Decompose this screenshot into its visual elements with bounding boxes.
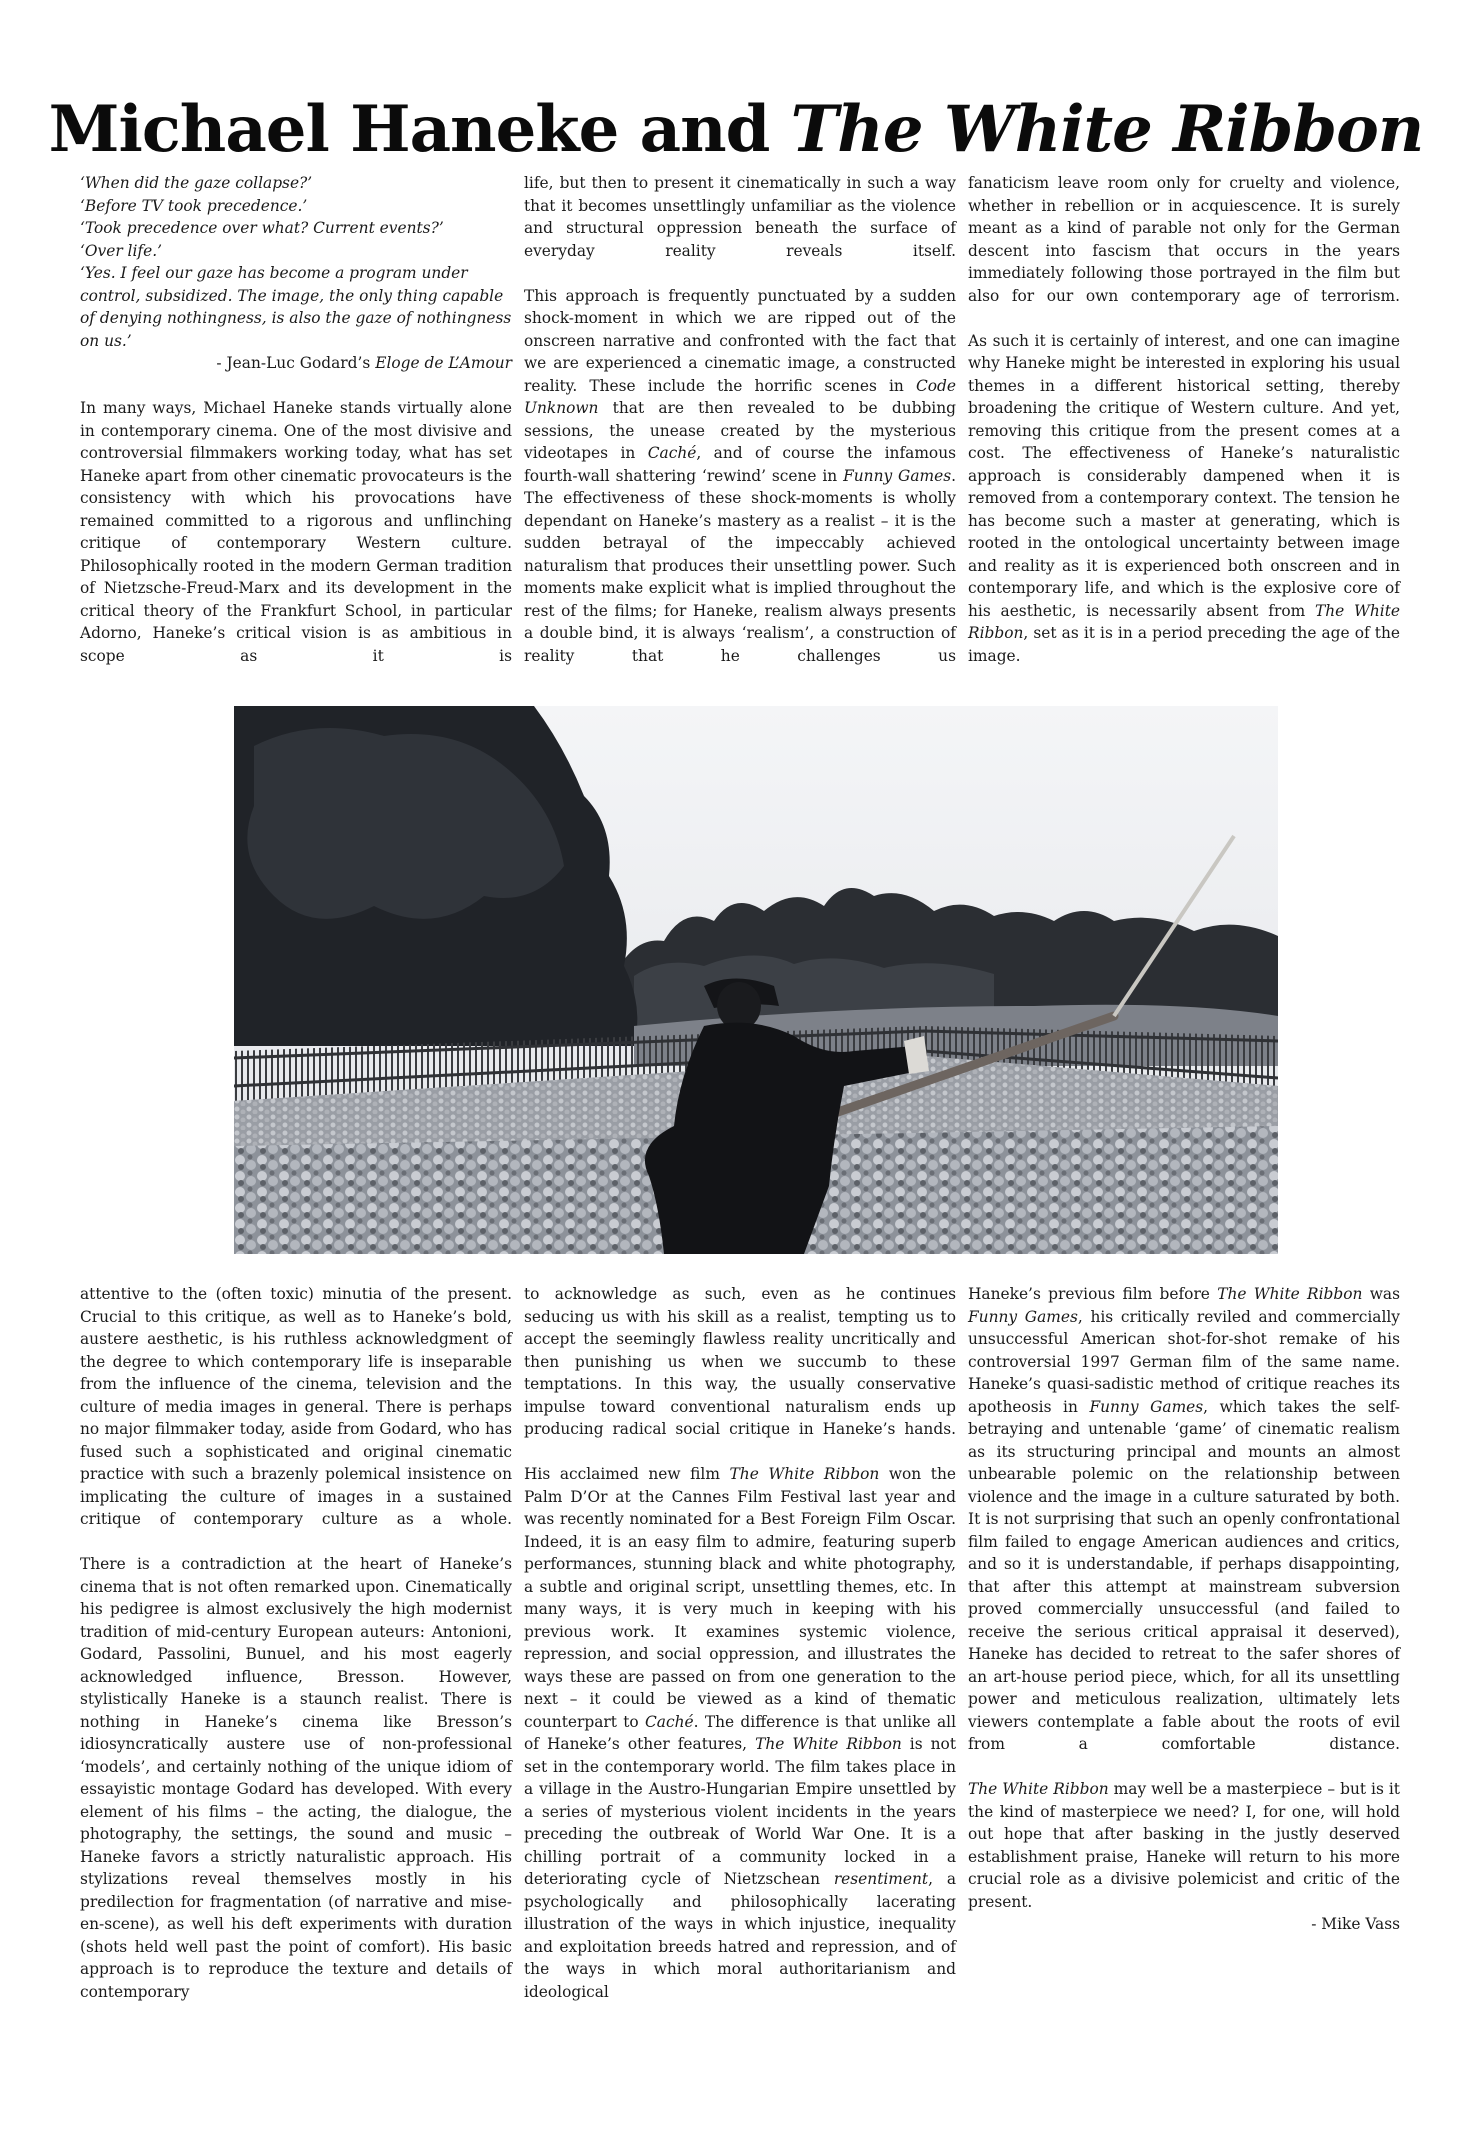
paragraph: attentive to the (often toxic) minutia of the present. Crucial to this critique, as well as to Haneke’s bold, austere aesthetic, is his ruthless acknowledgment of the degree to which contemporary life is inseparable from the influence of the cinema, television and the culture of media images in general. There is perhaps no major filmmaker today, aside from Godard, who has fused such a sophisticated and original cinematic practice with such a brazenly polemical insistence on implicating the culture of images in a sustained critique of contemporary culture as a whole. (80, 1285, 512, 1528)
epigraph-line: ‘Over life.’ (80, 241, 162, 260)
text-run: is not set in the contemporary world. The film takes place in a village in the Austro-Hungarian Empire unsettled by a series of mysterious violent incidents in the years preceding the outbreak of World War One. It is a chilling portrait of a community locked in a deteriorating cycle of Nietzschean (524, 1735, 956, 1888)
epigraph-line: ‘Yes. I feel our gaze has become a program under control, subsidized. The image, the only thing capable of denying nothingness, is also the gaze of nothingness on us.’ (80, 264, 512, 350)
title-plain: Michael Haneke and (48, 92, 791, 167)
epigraph-line: ‘Took precedence over what? Current events?’ (80, 219, 444, 237)
film-still-photo (234, 706, 1278, 1254)
epigraph (80, 172, 512, 352)
film-title: Code Unknown (524, 376, 956, 417)
text-run: , and of course the infamous fourth-wall shattering ‘rewind’ scene in (524, 444, 956, 485)
text-run: , set as it is in a period preceding the age of the image. (968, 624, 1400, 665)
italic-term: resentiment (833, 1870, 929, 1888)
text-run: . The difference is that unlike all of Haneke’s other features, (524, 1712, 956, 1753)
paragraph: life, but then to present it cinematically in such a way that it becomes unsettlingly unfamiliar as the violence and structural oppression beneath the surface of everyday reality reveals itself. (524, 174, 956, 260)
text-run: His acclaimed new film (524, 1465, 730, 1483)
paragraph (524, 285, 956, 668)
paragraph (968, 1283, 1400, 1756)
epigraph-line: ‘When did the gaze collapse?’ (80, 174, 313, 192)
film-still-illustration (234, 706, 1278, 1254)
author-signature: - Mike Vass (1311, 1915, 1400, 1933)
column-bottom-3 (968, 1283, 1400, 2043)
paragraph: to acknowledge as such, even as he continues seducing us with his skill as a realist, tempting us to accept the seemingly flawless reality uncritically and then punishing us when we succumb to these temptations. In this way, the usually conservative impulse toward conventional naturalism ends up producing radical social critique in Haneke’s hands. (524, 1285, 956, 1438)
column-top-3 (968, 172, 1400, 692)
column-top-2 (524, 172, 956, 692)
paragraph: In many ways, Michael Haneke stands virtually alone in contemporary cinema. One of the most divisive and controversial filmmakers working today, what has set Haneke apart from other cinematic provocateurs is the consistency with which his provocations have remained committed to a rigorous and unflinching critique of contemporary Western culture. Philosophically rooted in the modern German tradition of Nietzsche-Freud-Marx and its development in the critical theory of the Frankfurt School, in particular Adorno, Haneke’s critical vision is as ambitious in scope as it is (80, 399, 512, 665)
film-title: Caché (645, 1712, 694, 1731)
epigraph-line: ‘Before TV took precedence.’ (80, 196, 308, 215)
text-run: , a psychologically and philosophically lacerating illustration of the ways in which injustice, inequality and exploitation breeds hatred and repression, and of the ways in which moral authoritarianism and ideological (524, 1870, 956, 2001)
paragraph (968, 1778, 1400, 1913)
film-title: The White Ribbon (729, 1465, 880, 1483)
title-film-italic: The White Ribbon (790, 92, 1424, 167)
paragraph: There is a contradiction at the heart of Haneke’s cinema that is not often remarked upon. Cinematically his pedigree is almost exclusively the high modernist tradition of mid-century European auteurs: Antonioni, Godard, Passolini, Bunuel, and his most eagerly acknowledged influence, Bresson. However, stylistically Haneke is a staunch realist. There is nothing in Haneke’s cinema like Bresson’s idiosyncratically austere use of non-professional ‘models’, and certainly nothing of the unique idiom of essayistic montage Godard has developed. With every element of his films – the acting, the dialogue, the photography, the settings, the sound and music – Haneke favors a strictly naturalistic approach. His stylizations reveal themselves mostly in his predilection for fragmentation (of narrative and mise-en-scene), as well his deft experiments with duration (shots held well past the point of comfort). His basic approach is to reproduce the texture and details of contemporary (80, 1555, 512, 2001)
text-run: was (1362, 1285, 1400, 1303)
text-run: Haneke’s previous film before (968, 1285, 1218, 1303)
attribution-work: Eloge de L’Amour (375, 354, 512, 372)
text-run: . The effectiveness of these shock-moments is wholly dependant on Haneke’s mastery as a realist – it is the sudden betrayal of the impeccably achieved naturalism that produces their unsettling power. Such moments make explicit what is implied throughout the rest of the films; for Haneke, realism always presents a double bind, it is always ‘realism’, a construction of reality that he challenges us (524, 466, 956, 665)
paragraph (524, 1463, 956, 2003)
column-top-1 (80, 172, 512, 692)
attribution-text: - Jean-Luc Godard’s (216, 354, 376, 372)
column-bottom-2 (524, 1283, 956, 2043)
film-title: Funny Games (968, 1307, 1078, 1326)
text-run: This approach is frequently punctuated by a sudden shock-moment in which we are ripped out of the onscreen narrative and confronted with the fact that we are experienced a cinematic image, a constructed reality. These include the horrific scenes in (524, 286, 956, 395)
film-title: The White Ribbon (968, 1780, 1109, 1798)
film-title: Funny Games (843, 466, 952, 485)
text-run: that are then revealed to be dubbing sessions, the unease created by the mysterious videotapes in (524, 399, 956, 462)
article-title (0, 92, 1472, 168)
film-title: The White Ribbon (1217, 1285, 1363, 1303)
text-run: may well be a masterpiece – but is it the kind of masterpiece we need? I, for one, will hold out hope that after basking in the justly deserved establishment praise, Haneke will return to his more crucial role as a divisive polemicist and critic of the present. (968, 1780, 1400, 1911)
film-title: The White Ribbon (968, 601, 1401, 642)
film-title: The White Ribbon (755, 1735, 902, 1753)
text-run: , which takes the self-betraying and untenable ‘game’ of cinematic realism as its structuring principal and mounts an almost unbearable polemic on the relationship between violence and the image in a culture saturated by both. It is not surprising that such an openly confrontational film failed to engage American audiences and critics, and so it is understandable, if perhaps disappointing, that after this attempt at mainstream subversion proved commercially unsuccessful (and failed to receive the serious critical appraisal it deserved), Haneke has decided to retreat to the safer shores of an art-house period piece, which, for all its unsettling power and meticulous realization, ultimately lets viewers contemplate a fable about the roots of evil from a comfortable distance. (968, 1397, 1400, 1753)
text-run: won the Palm D’Or at the Cannes Film Festival last year and was recently nominated for a Best Foreign Film Oscar. Indeed, it is an easy film to admire, featuring superb performances, stunning black and white photography, a subtle and original script, unsettling themes, etc. In many ways, it is very much in keeping with his previous work. It examines systemic violence, repression, and social oppression, and illustrates the ways these are passed on from one generation to the next – it could be viewed as a kind of thematic counterpart to (524, 1465, 957, 1731)
paragraph (968, 330, 1400, 668)
paragraph: fanaticism leave room only for cruelty and violence, whether in rebellion or in acquiescence. It is surely meant as a kind of parable not only for the German descent into fascism that occurs in the years immediately following those portrayed in the film but also for our own contemporary age of terrorism. (968, 174, 1400, 305)
film-title: Caché (647, 444, 697, 462)
text-run: As such it is certainly of interest, and one can imagine why Haneke might be interested in exploring his usual themes in a different historical setting, thereby broadening the critique of Western culture. And yet, removing this critique from the present comes at a cost. The effectiveness of Haneke’s naturalistic approach is considerably dampened when it is removed from a contemporary context. The tension he has become such a master at generating, which is rooted in the ontological uncertainty between image and reality as it is experienced both onscreen and in contemporary life, and which is the explosive core of his aesthetic, is necessarily absent from (968, 331, 1400, 620)
film-title: Funny Games (1089, 1397, 1204, 1416)
text-run: , his critically reviled and commercially unsuccessful American shot-for-shot remake of his controversial 1997 German film of the same name. Haneke’s quasi-sadistic method of critique reaches its apotheosis in (968, 1307, 1400, 1416)
column-bottom-1 (80, 1283, 512, 2043)
epigraph-attribution (80, 352, 512, 375)
